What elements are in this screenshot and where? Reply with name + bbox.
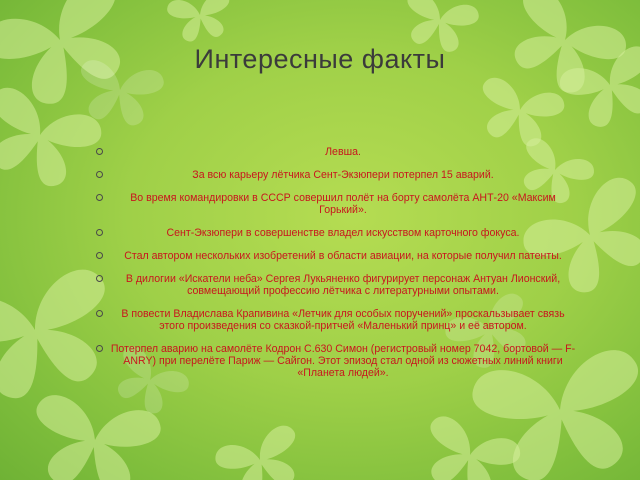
circle-bullet-icon — [96, 229, 103, 236]
fact-text: Потерпел аварию на самолёте Кодрон C.630 Симон (регистровый номер 7042, бортовой — F-ANRY) при перелёте Париж — Сайгон. Этот эпизод стал одной из сюжетных линий книги «Планета людей». — [110, 343, 576, 379]
list-item — [96, 308, 576, 332]
list-item — [96, 227, 576, 239]
circle-bullet-icon — [96, 194, 103, 201]
fact-text: За всю карьеру лётчика Сент-Экзюпери потерпел 15 аварий. — [192, 169, 494, 181]
fact-text: Стал автором нескольких изобретений в области авиации, на которые получил патенты. — [124, 250, 562, 262]
slide-title: Интересные факты — [194, 44, 446, 74]
circle-bullet-icon — [96, 345, 103, 352]
circle-bullet-icon — [96, 310, 103, 317]
list-item — [96, 146, 576, 158]
list-item — [96, 192, 576, 216]
circle-bullet-icon — [96, 252, 103, 259]
list-item — [96, 169, 576, 181]
list-item — [96, 273, 576, 297]
circle-bullet-icon — [96, 275, 103, 282]
list-item — [96, 250, 576, 262]
list-item — [96, 343, 576, 379]
circle-bullet-icon — [96, 148, 103, 155]
fact-text: В дилогии «Искатели неба» Сергея Лукьяненко фигурирует персонаж Антуан Лионский, совмещающий профессию лётчика с литературными опытами. — [125, 273, 561, 297]
fact-text: Во время командировки в СССР совершил полёт на борту самолёта АНТ-20 «Максим Горький». — [130, 192, 556, 216]
circle-bullet-icon — [96, 171, 103, 178]
fact-text: Сент-Экзюпери в совершенстве владел искусством карточного фокуса. — [166, 227, 520, 239]
fact-text: В повести Владислава Крапивина «Летчик для особых поручений» проскальзывает связь этого произведения со сказкой-притчей «Маленький принц» и её автором. — [121, 308, 565, 332]
facts-list — [96, 146, 576, 390]
fact-text: Левша. — [325, 146, 361, 158]
